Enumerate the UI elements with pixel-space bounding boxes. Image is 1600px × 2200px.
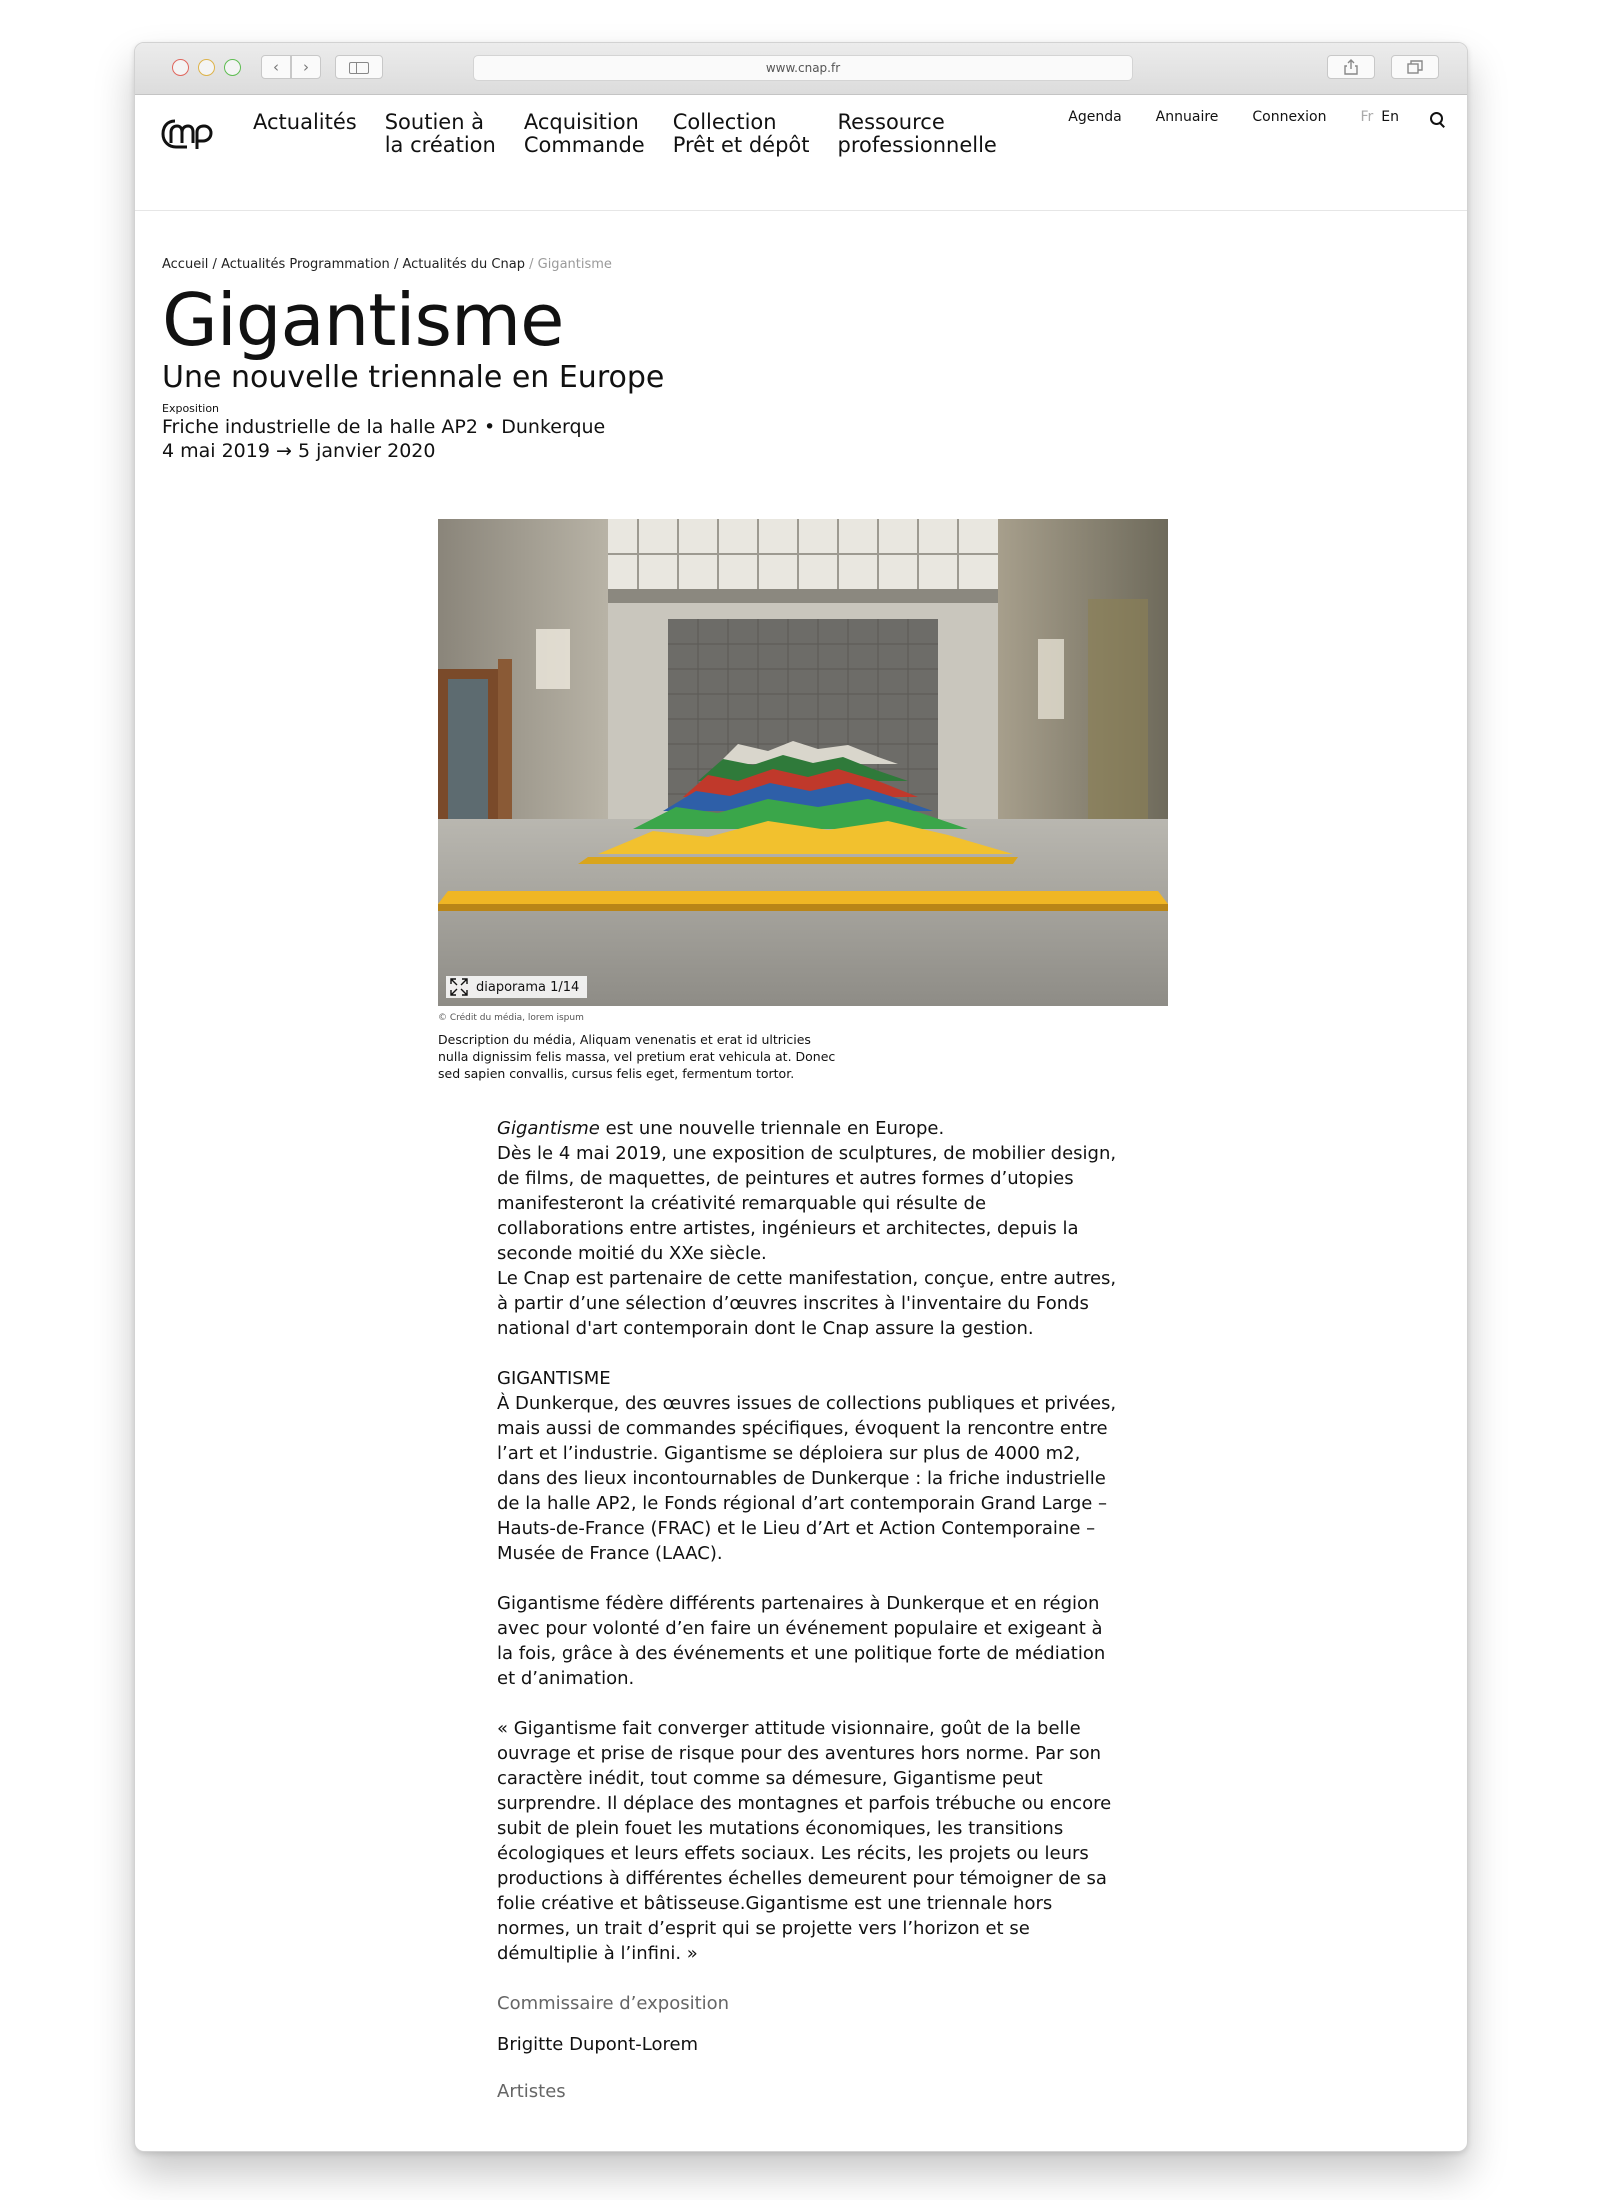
slideshow-label: diaporama 1/14: [476, 979, 580, 995]
zoom-window-button[interactable]: [224, 59, 241, 76]
lang-fr[interactable]: Fr: [1360, 109, 1374, 125]
expand-icon: [450, 978, 468, 996]
nav-item-acquisition[interactable]: [524, 111, 645, 157]
breadcrumb-actualites-programmation[interactable]: Actualités Programmation: [221, 257, 390, 272]
media-credit: © Crédit du média, lorem ispum: [438, 1013, 584, 1023]
nav-label-line2: Prêt et dépôt: [672, 133, 810, 157]
breadcrumb-separator: /: [208, 257, 222, 272]
category-tag: Exposition: [162, 402, 220, 415]
utility-nav: [1034, 109, 1445, 125]
browser-window: [134, 42, 1468, 2152]
nav-item-actualites[interactable]: [253, 111, 357, 157]
media-description: Description du média, Aliquam venenatis et erat id ultricies nulla dignissim felis massa, vel pretium erat vehicula at. Donec sed sapien convallis, cursus felis eget, fermentum tortor.: [438, 1032, 836, 1081]
slideshow-button[interactable]: [446, 976, 587, 998]
sidebar-icon: [349, 62, 369, 74]
article-paragraph-2: GIGANTISME À Dunkerque, des œuvres issues de collections publiques et privées, mais aussi de commandes spécifiques, évoquent la rencontre entre l’art et l’industrie. Gigantisme se déploiera sur plus de 4000 m2, dans des lieux incontournables de Dunkerque : la friche industrielle de la halle AP2, le Fonds régional d’art contemporain Grand Large – Hauts-de-France (FRAC) et le Lieu d’Art et Action Contemporaine – Musée de France (LAAC).: [497, 1368, 1117, 1564]
dates: 4 mai 2019 → 5 janvier 2020: [162, 440, 436, 462]
breadcrumb-separator: /: [524, 257, 538, 272]
tabs-overview-button[interactable]: [1391, 55, 1439, 79]
nav-label: Ressource: [837, 110, 945, 134]
page-content: [135, 211, 1467, 463]
chevron-right-icon: ›: [303, 58, 309, 76]
intro-text: est une nouvelle triennale en Europe. Dès le 4 mai 2019, une exposition de sculptures, de mobilier design, de films, de maquettes, de peintures et autres formes d’utopies manifesteront la créativité remarquable qui résulte de collaborations entre artistes, ingénieurs et architectes, depuis la seconde moitié du XXe siècle. Le Cnap est partenaire de cette manifestation, conçue, entre autres, à partir d’une sélection d’œuvres inscrites à l'inventaire du Fonds national d'art contemporain dont le Cnap assure la gestion.: [497, 1118, 1117, 1339]
nav-label-line2: la création: [384, 133, 496, 157]
nav-label: Actualités: [253, 110, 357, 134]
main-nav: [253, 111, 1025, 157]
share-button[interactable]: [1327, 55, 1375, 79]
language-switch: [1360, 109, 1399, 125]
nav-label: Collection: [672, 110, 777, 134]
site-header: [135, 95, 1467, 211]
curator-label: Commissaire d’exposition: [497, 1993, 730, 2014]
address-bar[interactable]: www.cnap.fr: [473, 55, 1133, 81]
tabs-icon: [1407, 60, 1423, 74]
nav-label: Soutien à: [384, 110, 485, 134]
nav-label-line2: professionnelle: [837, 133, 997, 157]
intro-emphasis: Gigantisme: [497, 1118, 600, 1139]
breadcrumb: [162, 211, 1467, 272]
nav-item-ressource[interactable]: [838, 111, 997, 157]
venue: Friche industrielle de la halle AP2 • Dunkerque: [162, 416, 606, 438]
annuaire-link[interactable]: Annuaire: [1155, 109, 1219, 125]
article-body: [497, 1116, 1117, 2120]
exhibition-photo[interactable]: [438, 519, 1168, 1006]
share-icon: [1344, 59, 1358, 75]
curator-name: Brigitte Dupont-Lorem: [497, 2034, 699, 2055]
nav-label: Acquisition: [523, 110, 639, 134]
connexion-link[interactable]: Connexion: [1252, 109, 1327, 125]
lang-en[interactable]: En: [1381, 109, 1399, 125]
search-icon[interactable]: [1429, 111, 1445, 127]
breadcrumb-accueil[interactable]: Accueil: [162, 257, 209, 272]
nav-item-collection[interactable]: [673, 111, 810, 157]
article-paragraph-1: [497, 1116, 1117, 1341]
back-button[interactable]: [261, 55, 291, 79]
page-subtitle: Une nouvelle triennale en Europe: [162, 360, 665, 395]
breadcrumb-separator: /: [389, 257, 403, 272]
exhibition-photo-image: [438, 519, 1168, 1006]
breadcrumb-actualites-cnap[interactable]: Actualités du Cnap: [402, 257, 525, 272]
minimize-window-button[interactable]: [198, 59, 215, 76]
page-title: Gigantisme: [162, 278, 564, 362]
nav-label-line2: Commande: [523, 133, 645, 157]
artists-label: Artistes: [497, 2081, 566, 2102]
media-figure: [438, 519, 1168, 1082]
sidebar-toggle-button[interactable]: [335, 55, 383, 79]
nav-item-soutien[interactable]: [385, 111, 496, 157]
close-window-button[interactable]: [172, 59, 189, 76]
cnap-logo[interactable]: [161, 113, 213, 153]
article-paragraph-4: « Gigantisme fait converger attitude visionnaire, goût de la belle ouvrage et prise de risque pour des aventures hors norme. Par son caractère inédit, tout comme sa démesure, Gigantisme peut surprendre. Il déplace des montagnes et parfois trébuche ou encore subit de plein fouet les mutations économiques, les transitions écologiques et leurs effets sociaux. Les récits, les projets ou leurs productions à différentes échelles demeurent pour témoigner de sa folie créative et bâtisseuse.Gigantisme est une triennale hors normes, un trait d’esprit qui se projette vers l’horizon et se démultiplie à l’infini. »: [497, 1718, 1112, 1964]
chevron-left-icon: ‹: [273, 58, 279, 76]
browser-toolbar: [135, 43, 1467, 95]
article-paragraph-3: Gigantisme fédère différents partenaires à Dunkerque et en région avec pour volonté d’en faire un événement populaire et exigeant à la fois, grâce à des événements et une politique forte de médiation et d’animation.: [497, 1593, 1106, 1689]
forward-button[interactable]: [291, 55, 321, 79]
agenda-link[interactable]: Agenda: [1068, 109, 1122, 125]
breadcrumb-current: Gigantisme: [537, 257, 612, 272]
